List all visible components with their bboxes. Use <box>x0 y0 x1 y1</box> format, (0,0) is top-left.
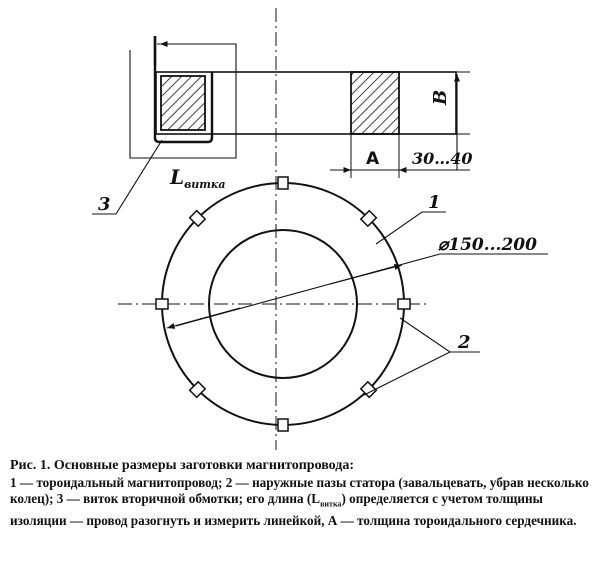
label-3: 3 <box>98 194 111 215</box>
stator-slot <box>156 299 168 309</box>
stator-slot <box>278 177 288 189</box>
diameter-arrow-b <box>330 265 402 284</box>
label-diameter: ⌀150...200 <box>438 235 537 255</box>
stator-slot <box>398 299 410 309</box>
leader-2b <box>362 352 450 396</box>
figure-caption <box>10 458 598 530</box>
label-b: В <box>430 89 451 105</box>
label-a: А <box>366 149 380 169</box>
leader-1 <box>376 212 446 244</box>
core-cross-section-left <box>161 76 205 130</box>
caption-body: 1 — тороидальный магнитопровод; 2 — наружные пазы статора (завальцевать, убрав несколько колец); 3 — виток вторичной обмотки; его длина $(L_{витка})$ определяется с учетом толщины изоляции — провод разогнуть и измерить линейкой, А — толщина тороидального сердечника. <box>10 474 589 529</box>
label-1: 1 <box>428 192 441 213</box>
core-cross-section-right <box>351 72 399 134</box>
diameter-arrow-a <box>167 308 240 328</box>
plan-view <box>118 177 548 431</box>
label-2: 2 <box>458 332 471 353</box>
stator-slot <box>278 419 288 431</box>
label-gap: 30…40 <box>412 149 473 168</box>
label-l-turn: $L_{витка}$ <box>170 165 226 191</box>
caption-title: Рис. 1. Основные размеры заготовки магнитопровода: <box>10 458 355 473</box>
